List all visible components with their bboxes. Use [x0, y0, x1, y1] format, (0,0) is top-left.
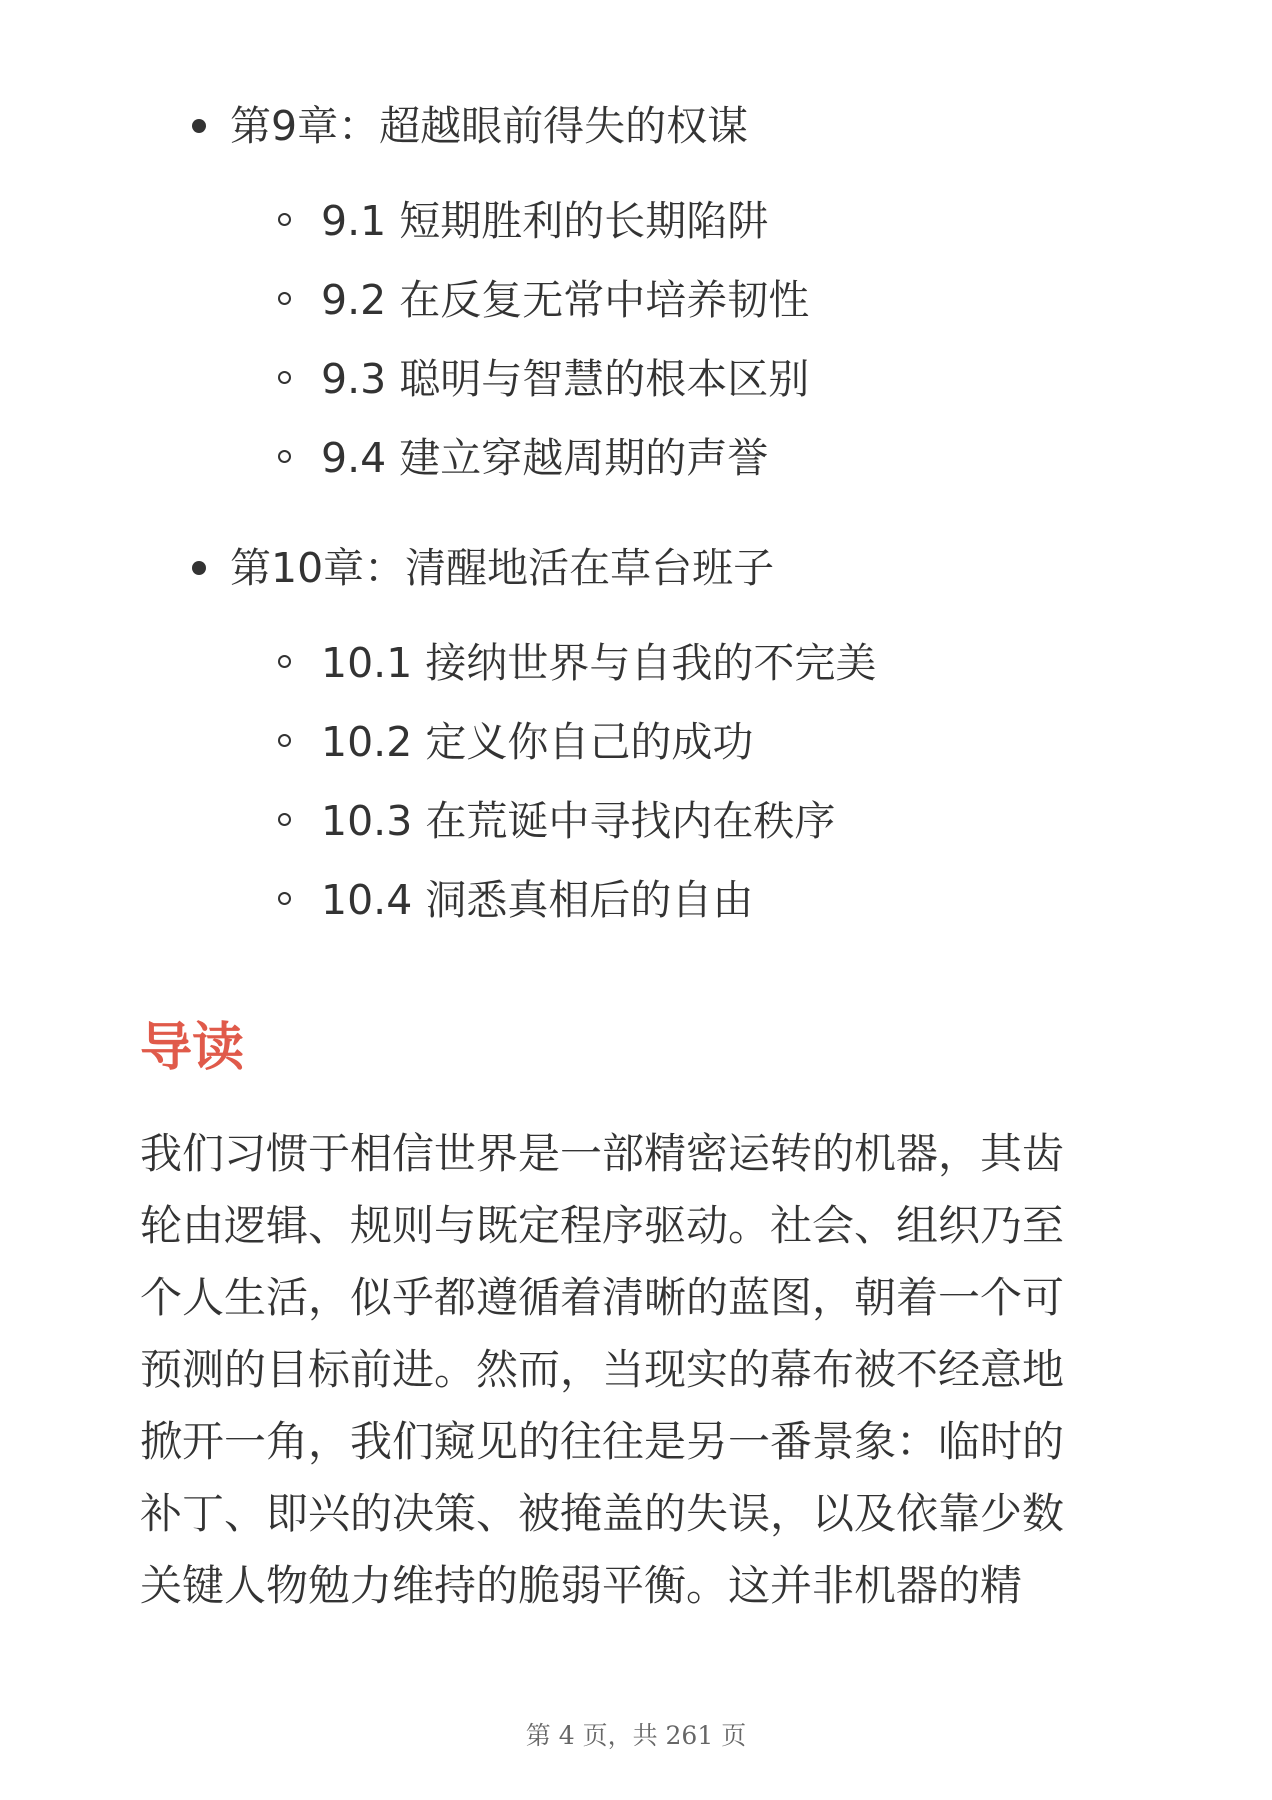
chapter-title: 第9章：超越眼前得失的权谋	[230, 102, 749, 150]
bullet-circle-icon	[278, 213, 291, 226]
section-title: 9.2 在反复无常中培养韧性	[321, 276, 810, 324]
table-of-contents	[140, 90, 1140, 974]
body-line: 关键人物勉力维持的脆弱平衡。这并非机器的精	[140, 1561, 1023, 1610]
toc-section-item	[278, 861, 1140, 940]
toc-section-item	[278, 182, 1140, 261]
toc-section-item	[278, 782, 1140, 861]
section-title: 9.4 建立穿越周期的声誉	[321, 434, 769, 482]
body-line: 个人生活，似乎都遵循着清晰的蓝图，朝着一个可	[140, 1273, 1065, 1322]
bullet-circle-icon	[278, 892, 291, 905]
toc-section-item	[278, 261, 1140, 340]
toc-chapter-10	[140, 532, 1140, 940]
section-title: 10.1 接纳世界与自我的不完美	[321, 639, 877, 687]
section-title: 10.4 洞悉真相后的自由	[321, 876, 754, 924]
toc-chapter-item	[140, 90, 1140, 162]
intro-heading: 导读	[140, 1018, 245, 1078]
bullet-disc-icon	[192, 119, 206, 133]
toc-chapter-item	[140, 532, 1140, 604]
body-line: 掀开一角，我们窥见的往往是另一番景象：临时的	[140, 1417, 1065, 1466]
toc-section-item	[278, 703, 1140, 782]
section-title: 10.3 在荒诞中寻找内在秩序	[321, 797, 836, 845]
toc-section-item	[278, 419, 1140, 498]
section-title: 10.2 定义你自己的成功	[321, 718, 754, 766]
bullet-disc-icon	[192, 561, 206, 575]
section-title: 9.1 短期胜利的长期陷阱	[321, 197, 769, 245]
body-line: 我们习惯于相信世界是一部精密运转的机器，其齿	[140, 1129, 1065, 1178]
bullet-circle-icon	[278, 734, 291, 747]
chapter-title: 第10章：清醒地活在草台班子	[230, 544, 775, 592]
page-number-footer: 第 4 页，共 261 页	[525, 1721, 747, 1750]
bullet-circle-icon	[278, 655, 291, 668]
body-line: 补丁、即兴的决策、被掩盖的失误，以及依靠少数	[140, 1489, 1065, 1538]
body-line: 预测的目标前进。然而，当现实的幕布被不经意地	[140, 1345, 1065, 1394]
bullet-circle-icon	[278, 292, 291, 305]
section-list	[140, 624, 1140, 940]
bullet-circle-icon	[278, 450, 291, 463]
body-line: 轮由逻辑、规则与既定程序驱动。社会、组织乃至	[140, 1201, 1065, 1250]
intro-body	[140, 1118, 1140, 1622]
toc-section-item	[278, 624, 1140, 703]
toc-chapter-9	[140, 90, 1140, 498]
bullet-circle-icon	[278, 813, 291, 826]
section-title: 9.3 聪明与智慧的根本区别	[321, 355, 810, 403]
bullet-circle-icon	[278, 371, 291, 384]
section-list	[140, 182, 1140, 498]
toc-section-item	[278, 340, 1140, 419]
